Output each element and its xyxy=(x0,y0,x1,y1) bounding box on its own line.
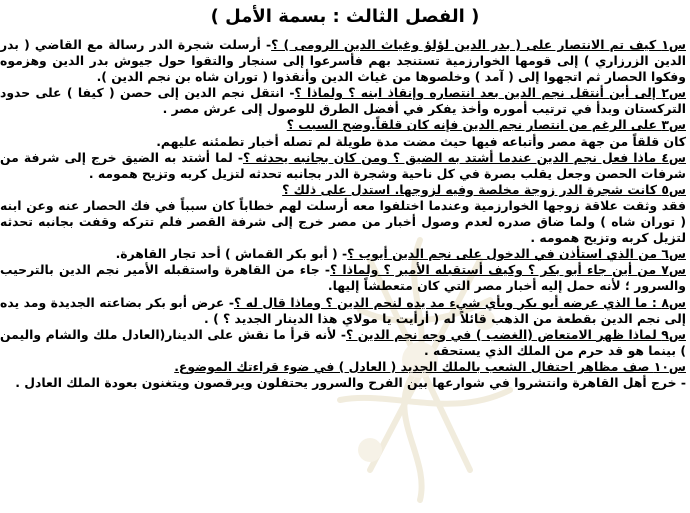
question-text: س٥ كانت شجرة الدر زوجة مخلصة وفيه لزوجها. استدل على ذلك ؟ xyxy=(282,181,686,197)
question-text: س١ كيف تم الانتصار على ( بدر الدين لؤلؤ وغياث الدين الرومى ) ؟ xyxy=(271,37,686,52)
question-item xyxy=(0,246,686,262)
answer-text: - ( أبو بكر القماش ) أحد تجار القاهرة. xyxy=(115,246,348,262)
answer-text: فقد وثقت علاقة زوجها الخوارزمية وعندما اختلفوا معه أرسلت لهم خطاباً كان سبباً في فك الحصار عنه وعن ابنه ( توران شاه ) ولما ضاق صدره لعدم وصول أخبار من مصر خرج إلى شرفة القصر فلم تتركه وقفت بجانبه تحدثه لتزيل كربه وتزيح همومه . xyxy=(0,197,686,246)
answer-text: - جاء من القاهرة واستقبله الأمير نجم الدين بالترحيب والسرور ؛ لأنه حمل إليه أخبار مصر التي كان متعطشاً إليها. xyxy=(0,262,686,294)
question-item xyxy=(0,37,686,85)
question-text: س٤ ماذا فعل نجم الدين عندما أشتد به الضيق ؟ ومن كان بجانبه يحدثه ؟ xyxy=(242,149,687,165)
question-text: س١٠ صف مظاهر احتفال الشعب بالملك الجديد ( العادل ) في ضوء قراءتك الموضوع. xyxy=(174,358,686,374)
question-item xyxy=(0,327,686,359)
question-text: س٩ لماذا ظهر الامتعاض (الغضب ) في وجه نجم الدين ؟ xyxy=(346,326,686,342)
question-text: س٦ من الذي استأذن في الدخول على نجم الدين أيوب ؟ xyxy=(347,246,686,262)
answer-line xyxy=(0,375,686,391)
question-item xyxy=(0,150,686,182)
page-title: ( الفصل الثالث : بسمة الأمل ) xyxy=(210,6,480,27)
question-item xyxy=(0,85,686,117)
question-item xyxy=(0,182,686,246)
answer-text: كان قلقاً من جهة مصر وأتباعه فيها حيث مضت مدة طويلة لم تصله أخبار تطمئنه عليهم. xyxy=(156,133,686,149)
answer-text: - انتقل نجم الدين إلى حصن ( كيفا ) على حدود التركستان وبدأ في ترتيب أموره وأخذ يفكر في أفضل الطرق للوصول إلى عرش مصر . xyxy=(0,85,686,117)
answer-text: - لما أشتد به الضيق خرج إلى شرفة من شرفات الحصن وجعل يقلب بصرة في كل ناحية وشجرة الدر بجانبه تحدثه لتزيل كربه وتزيح همومه . xyxy=(0,149,686,181)
question-item xyxy=(0,262,686,294)
question-text: س٧ من أين جاء أبو بكر ؟ وكيف أستقبله الأمير ؟ ولماذا ؟ xyxy=(330,262,686,278)
question-text: س٣ على الرغم من انتصار نجم الدين فإنه كان قلقاً.وضح السبب ؟ xyxy=(286,117,686,133)
question-item xyxy=(0,359,686,375)
question-text: س٢ إلى أين أنتقل نجم الدين بعد انتصاره وإنقاذ ابنه ؟ ولماذا ؟ xyxy=(294,85,686,101)
answer-text: - خرج أهل القاهرة وانتشروا في شوارعها بين الفرح والسرور يحتفلون ويرقصون ويتغنون بعودة الملك العادل . xyxy=(15,374,686,390)
question-item xyxy=(0,117,686,149)
answer-text: - عرض أبو بكر بضاعته الجديدة ومد يده إلى نجم الدين بقطعة من الذهب قائلاً له ( أرأيت يا مولاي هذا الدينار الجديد ؟ ) . xyxy=(0,294,686,326)
questions-list xyxy=(0,37,686,391)
question-text: س٨ : ما الذي عرضه أبو بكر وبأي شيء مد يده لنجم الدين ؟ وماذا قال له ؟ xyxy=(234,294,686,310)
answer-text: - أرسلت شجرة الدر رسالة مع القاضي ( بدر الدين الزرزاري ) إلى قومها الخوارزمية تستنجد بهم فأسرعوا إلى سنجار والتقوا حول جيوش بدر الدين وهزموه وفكوا الحصار ثم اتجهوا إلى ( آمد ) وخلصوها من غياث الدين وأنقذوا ( توران شاه بن نجم الدين ). xyxy=(0,37,686,85)
answer-text: - لأنه قرأ ما نقش على الدينار(العادل ملك والشام واليمن ) بينما هو قد حرم من الملك الذي يستحقه . xyxy=(0,326,686,358)
question-item xyxy=(0,295,686,327)
